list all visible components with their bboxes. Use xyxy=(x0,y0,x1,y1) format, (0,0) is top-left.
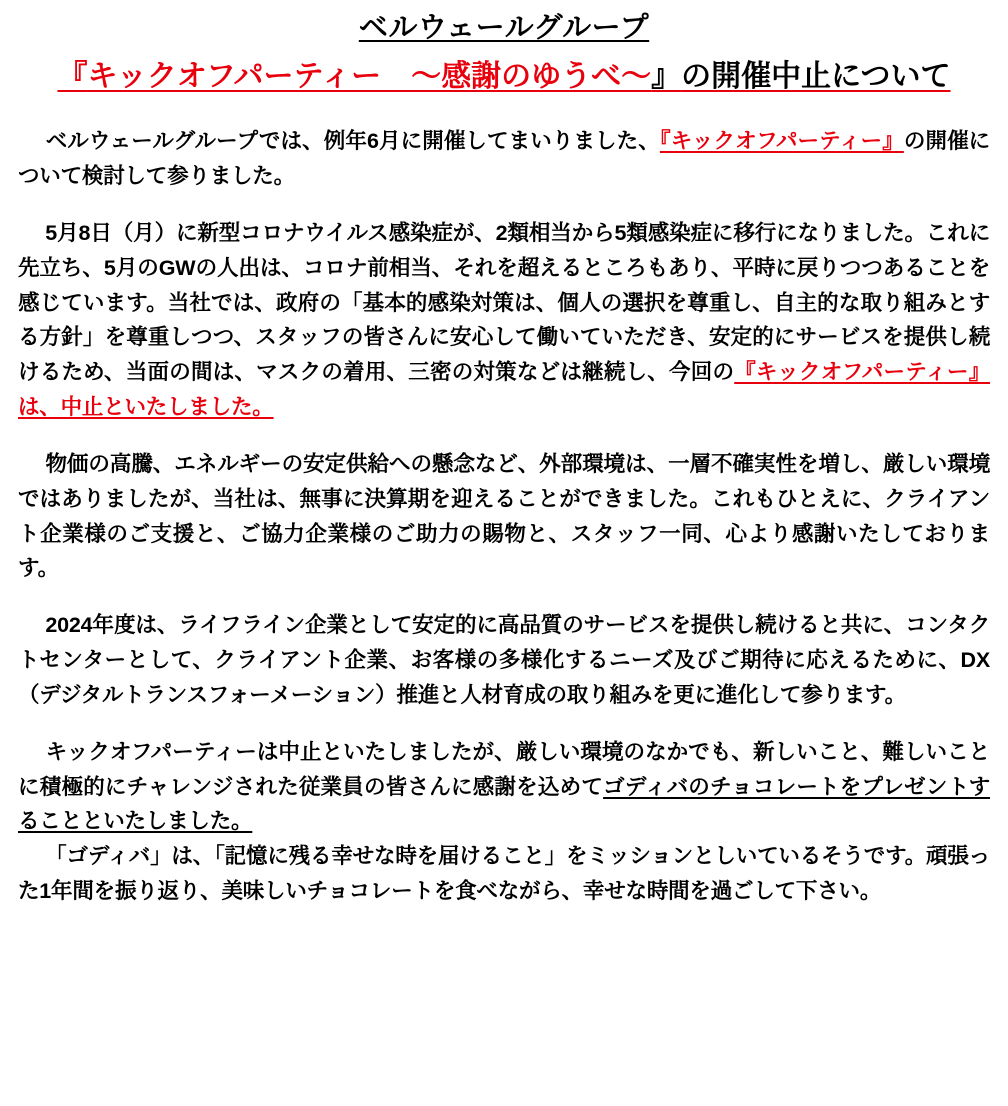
paragraph-1-segment-1: ベルウェールグループでは、例年6月に開催してまいりました、 xyxy=(45,129,660,154)
title-close-bracket: 』 xyxy=(651,60,682,94)
paragraph-5 xyxy=(18,735,990,839)
paragraph-5-segment-2: ゴディバのチョコレートをプレゼントすることといたしました。 xyxy=(18,774,990,834)
organization-title xyxy=(18,10,990,46)
paragraph-2 xyxy=(18,216,990,425)
title-highlight: キックオフパーティー ～感謝のゆうべ～ xyxy=(87,60,652,94)
title-open-bracket: 『 xyxy=(57,60,88,94)
paragraph-4-segment-1: 2024年度は、ライフライン企業として安定的に高品質のサービスを提供し続けると共に、コンタクトセンターとして、クライアント企業、お客様の多様化するニーズ及びご期待に応えるために、DX（デジタルトランスフォーメーション）推進と人材育成の取り組みを更に進化して参ります。 xyxy=(18,613,991,707)
paragraph-6-segment-1: 「ゴディバ」は、「記憶に残る幸せな時を届けること」をミッションとしいているそうです。頑張った1年間を振り返り、美味しいチョコレートを食べながら、幸せな時間を過ごして下さい。 xyxy=(18,844,990,903)
paragraph-4 xyxy=(18,608,990,712)
organization-title-text: ベルウェールグループ xyxy=(358,12,650,44)
paragraph-5-segment-1: キックオフパーティーは中止といたしましたが、厳しい環境のなかでも、新しいこと、難しいことに積極的にチャレンジされた従業員の皆さんに感謝を込めて xyxy=(18,739,990,799)
paragraph-6 xyxy=(18,839,990,909)
paragraph-1-segment-3: の開催について検討して参りました。 xyxy=(18,129,990,189)
paragraph-2-segment-1: 5月8日（月）に新型コロナウイルス感染症が、2類相当から5類感染症に移行になりました。これに先立ち、5月のGWの人出は、コロナ前相当、それを超えるところもあり、平時に戻りつつあることを感じています。当社では、政府の「基本的感染対策は、個人の選択を尊重し、自主的な取り組みとする方針」を尊重しつつ、スタッフの皆さんに安心して働いていただき、安定的にサービスを提供し続けるため、当面の間は、マスクの着用、三密の対策などは継続し、今回の xyxy=(18,220,990,385)
document-body xyxy=(18,124,990,909)
paragraph-2-segment-2: 『キックオフパーティー』は、中止といたしました。 xyxy=(18,360,991,420)
paragraph-3-segment-1: 物価の高騰、エネルギーの安定供給への懸念など、外部環境は、一層不確実性を増し、厳しい環境ではありましたが、当社は、無事に決算期を迎えることができました。これもひとえに、クライアント企業様のご支援と、ご協力企業様のご助力の賜物と、スタッフ一同、心より感謝いたしております。 xyxy=(18,451,990,581)
document-title xyxy=(18,56,990,98)
paragraph-1-segment-2: 『キックオフパーティー』 xyxy=(659,129,904,154)
paragraph-1 xyxy=(18,124,990,194)
title-rest: の開催中止について xyxy=(681,60,951,94)
paragraph-3 xyxy=(18,447,990,586)
